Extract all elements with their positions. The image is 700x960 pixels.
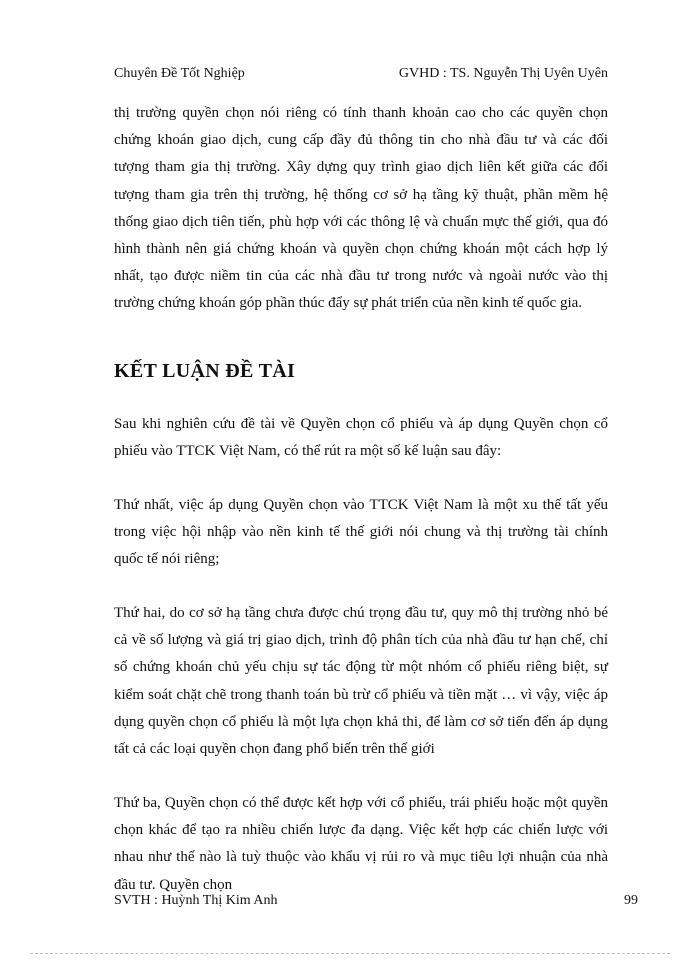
header-course-title: Chuyên Đề Tốt Nghiệp [114,66,245,81]
paragraph-third-point [114,790,608,899]
page-bottom-divider [30,953,670,954]
page-number: 99 [624,893,638,908]
footer-student-name: SVTH : Huỳnh Thị Kim Anh [114,893,278,908]
paragraph-text: Thứ ba, Quyền chọn có thể được kết hợp với cổ phiếu, trái phiếu hoặc một quyền chọn khác để tạo ra nhiều chiến lược đa dạng. Việc kết hợp các chiến lược với nhau như thế nào là tuỳ thuộc vào khẩu vị rủi ro và mục tiêu lợi nhuận của nhà đầu tư. Quyền chọn [114,795,608,893]
paragraph-first-point [114,492,608,574]
paragraph-text: Sau khi nghiên cứu đề tài về Quyền chọn cổ phiếu và áp dụng Quyền chọn cổ phiếu vào TTCK Việt Nam, có thể rút ra một số kế luận sau đây: [114,416,608,460]
page-header [114,66,608,82]
section-heading: KẾT LUẬN ĐỀ TÀI [114,360,296,382]
paragraph-text: Thứ nhất, việc áp dụng Quyền chọn vào TTCK Việt Nam là một xu thế tất yếu trong việc hội nhập vào nền kinh tế thế giới nói chung và thị trường tài chính quốc tế nói riêng; [114,497,608,568]
paragraph-conclusion-intro [114,411,608,465]
header-advisor: GVHD : TS. Nguyễn Thị Uyên Uyên [398,66,608,81]
paragraph-intro-continuation [114,100,608,318]
paragraph-text: thị trường quyền chọn nói riêng có tính thanh khoản cao cho các quyền chọn chứng khoán giao dịch, cung cấp đầy đủ thông tin cho nhà đầu tư và các đối tượng tham gia thị trường. Xây dựng quy trình giao dịch liên kết giữa các đối tượng tham gia trên thị trường, hệ thống cơ sở hạ tầng kỹ thuật, phần mềm hệ thống giao dịch tiên tiến, phù hợp với các thông lệ và chuẩn mực thế giới, qua đó hình thành nên giá chứng khoán và quyền chọn chứng khoán một cách hợp lý nhất, tạo được niềm tin của các nhà đầu tư trong nước và ngoài nước vào thị trường chứng khoán góp phần thúc đẩy sự phát triển của nền kinh tế quốc gia. [114,105,608,312]
paragraph-second-point [114,600,608,763]
page-footer [114,893,638,909]
paragraph-text: Thứ hai, do cơ sở hạ tầng chưa được chú trọng đầu tư, quy mô thị trường nhỏ bé cả về số lượng và giá trị giao dịch, trình độ phân tích của nhà đầu tư hạn chế, chỉ số chứng khoán chủ yếu chịu sự tác động từ một nhóm cổ phiếu riêng biệt, sự kiểm soát chặt chẽ trong thanh toán bù trừ cổ phiếu và tiền mặt … vì vậy, việc áp dụng quyền chọn cổ phiếu là một lựa chọn khả thi, để làm cơ sở tiến đến áp dụng tất cả các loại quyền chọn đang phổ biến trên thế giới [114,605,608,758]
